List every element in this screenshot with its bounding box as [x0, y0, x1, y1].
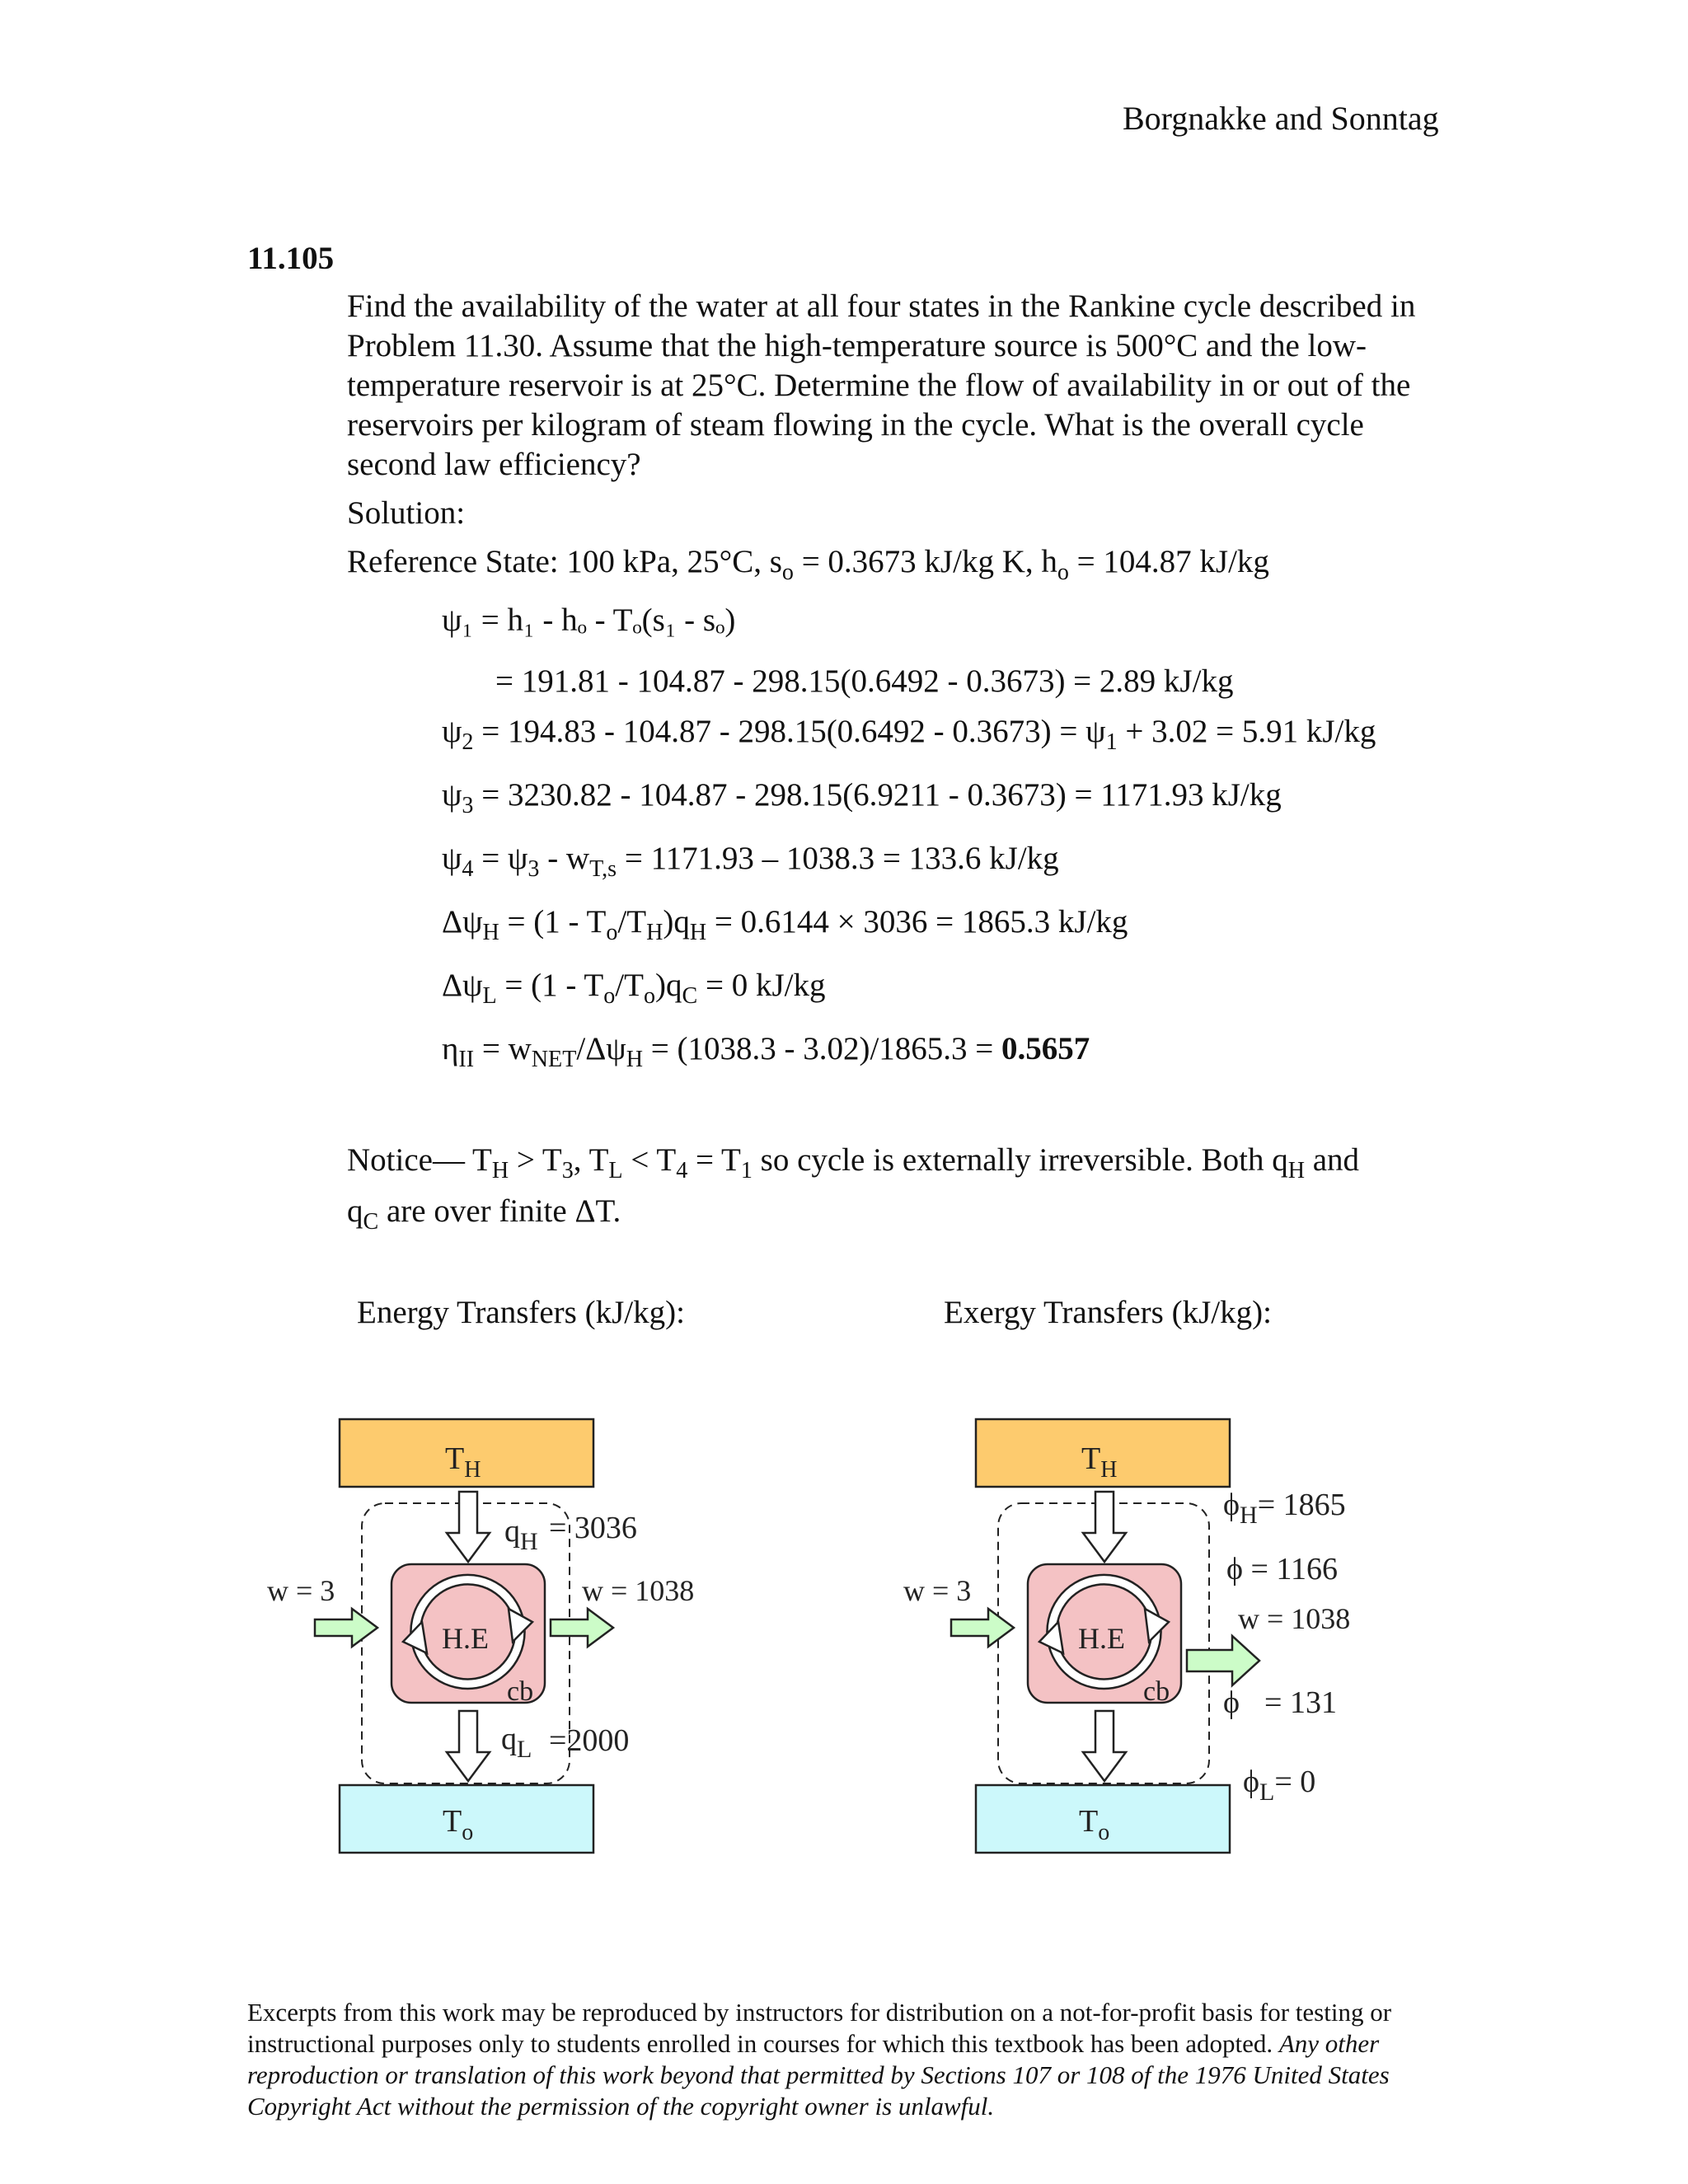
- energy-ql-label: $q_L$: [501, 1722, 532, 1763]
- equation-psi2: $\psi_2 = 194.83 - 104.87 - 298.15(0.6492 - 0.3673) = \psi_1 + 3.02 = 5.91$ kJ/kg: [442, 714, 1376, 755]
- exergy-hot-label: $T_H$: [1081, 1441, 1118, 1483]
- energy-qh-label: $q_H$: [504, 1514, 538, 1555]
- exergy-phi-h: $\phi_H= 1865$: [1223, 1488, 1346, 1529]
- exergy-engine-label: H.E: [1078, 1622, 1125, 1655]
- exergy-cb-label: cb: [1143, 1676, 1170, 1707]
- exergy-phi-4: ϕ = 131: [1223, 1685, 1337, 1720]
- equation-psi4: $\psi_4 = \psi_3 - w_{T,s} = 1171.93 - 1038.3 = 133.6$ kJ/kg: [442, 841, 1059, 882]
- copyright-footer: Excerpts from this work may be reproduced by instructors for distribution on a not-for-profit basis for testing or instructional purposes only to students enrolled in courses for which this textbook has been adopted. Any other reproduction or translation of this work beyond that permitted by Sections 107 or 108 of the 1976 United States Copyright Act without the permission of the copyright owner is unlawful.: [247, 1998, 1392, 2121]
- exergy-phi-l: $\phi_L= 0$: [1243, 1765, 1316, 1806]
- energy-hot-label: $T_H$: [445, 1441, 481, 1483]
- exergy-w-in: w = 3: [903, 1574, 972, 1607]
- equation-psi1-value: = 191.81 - 104.87 - 298.15(0.6492 - 0.3673) = 2.89 kJ/kg: [495, 663, 1234, 699]
- energy-cold-label: $T_o$: [443, 1804, 474, 1845]
- notice-line-1: Notice— $T_H > T_3$, $T_L < T_4 = T_1$ so cycle is externally irreversible. Both $q_H$ and: [347, 1142, 1360, 1183]
- reference-state: Reference State: 100 kPa, 25°C, $s_o = 0.3673$ kJ/kg K, $h_o = 104.87$ kJ/kg: [347, 544, 1269, 585]
- exergy-diagram-title: Exergy Transfers (kJ/kg):: [944, 1295, 1272, 1330]
- equation-psi1: ψ₁ = h₁ - hₒ - Tₒ(s₁ - sₒ): [442, 602, 736, 638]
- equation-psi3: $\psi_3 = 3230.82 - 104.87 - 298.15(6.9211 - 0.3673) = 1171.93$ kJ/kg: [442, 777, 1282, 818]
- equation-delta-psi-l: $\Delta\psi_L = (1 - T_o/T_o)q_C = 0$ kJ/kg: [442, 968, 826, 1009]
- energy-w-in: w = 3: [267, 1574, 335, 1607]
- exergy-w-out: w = 1038: [1238, 1602, 1351, 1635]
- solution-label: Solution:: [347, 495, 466, 531]
- header-authors: Borgnakke and Sonntag: [1123, 100, 1439, 137]
- problem-statement: Find the availability of the water at all four states in the Rankine cycle described in Problem 11.30. Assume that the high-temperature source is 500°C and the low-temperature reservoir is at 25°C. Determine the flow of availability in or out of the reservoirs per kilogram of steam flowing in the cycle. What is the overall cycle second law efficiency?: [347, 288, 1416, 482]
- energy-w-out: w = 1038: [582, 1574, 695, 1607]
- energy-engine-label: H.E: [442, 1622, 489, 1655]
- exergy-cold-label: $T_o$: [1079, 1804, 1110, 1845]
- problem-number: 11.105: [247, 241, 335, 276]
- energy-diagram-title: Energy Transfers (kJ/kg):: [357, 1295, 685, 1330]
- energy-cb-label: cb: [507, 1676, 534, 1707]
- equation-second-law-efficiency: $\eta_{II} = w_{NET}/\Delta\psi_H = (1038.3 - 3.02)/1865.3 = 0.5657$: [442, 1031, 1090, 1072]
- exergy-phi: ϕ = 1166: [1226, 1552, 1339, 1586]
- equation-delta-psi-h: $\Delta\psi_H = (1 - T_o/T_H)q_H = 0.6144 \times 3036 = 1865.3$ kJ/kg: [442, 904, 1128, 945]
- energy-ql-value: =2000: [549, 1723, 630, 1758]
- notice-line-2: $q_C$ are over finite ΔT.: [347, 1193, 621, 1235]
- energy-qh-value: = 3036: [549, 1511, 637, 1545]
